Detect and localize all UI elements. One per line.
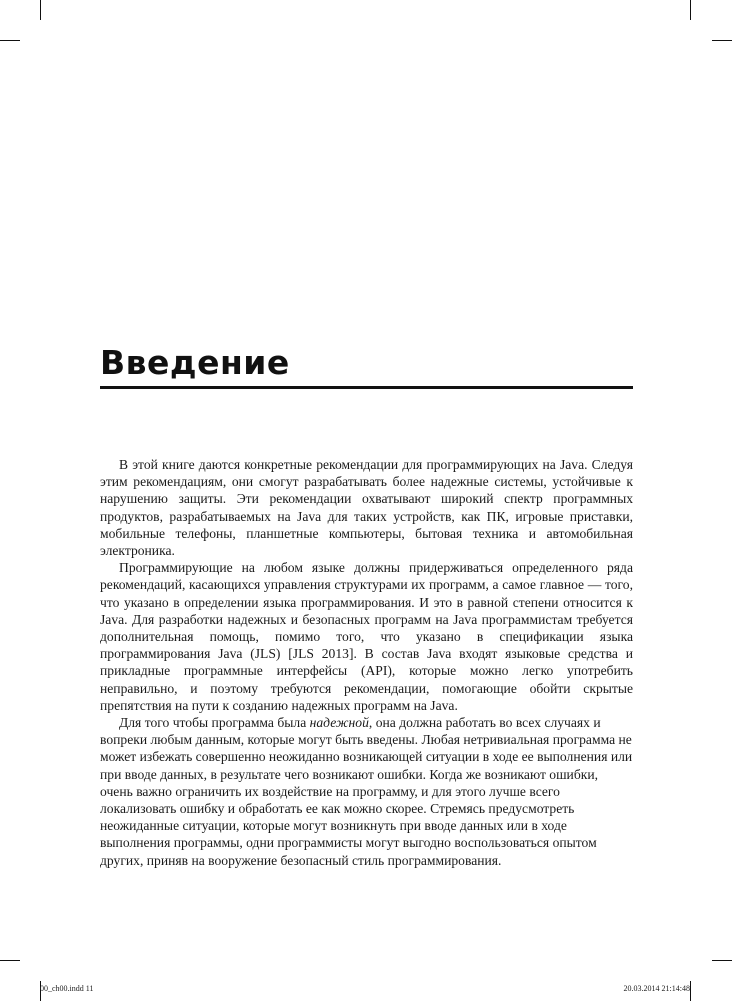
crop-mark-left-top	[0, 40, 20, 41]
crop-mark-bottom-right	[690, 981, 691, 1001]
footer-file-slug: 00_ch00.indd 11	[40, 984, 94, 993]
paragraph-3-start: Для того чтобы программа была	[119, 715, 310, 731]
paragraph-3-rest: , она должна работать во всех случаях и вопреки любым данным, которые могут быть введены. Любая нетривиальная программа не может избежать совершенно неожиданно возникающей ситуации в ходе ее выполнения или при вводе данных, в результате чего возникают ошибки. Когда же возникают ошибки, очень важно ограничить их воздействие на программу, и для этого лучше всего локализовать ошибку и обработать ее как можно скорее. Стремясь предусмотреть неожиданные ситуации, которые могут возникнуть при вводе данных или в ходе выполнения программы, одни программисты могут выгодно воспользоваться опытом других, приняв на вооружение безопасный стиль программирования.	[100, 715, 633, 868]
body-text	[100, 456, 633, 869]
paragraph-3	[100, 714, 633, 869]
footer-timestamp: 20.03.2014 21:14:48	[623, 984, 690, 993]
crop-mark-right-top	[712, 40, 732, 41]
crop-mark-top-left	[40, 0, 41, 20]
crop-mark-left-bottom	[0, 960, 20, 961]
paragraph-2: Программирующие на любом языке должны придерживаться определенного ряда рекомендаций, касающихся управления структурами их программ, а самое главное — того, что указано в определении языка программирования. И это в равной степени относится к Java. Для разработки надежных и безопасных программ на Java программистам требуется дополнительная помощь, помимо того, что указано в спецификации языка программирования Java (JLS) [JLS 2013]. В состав Java входят языковые средства и прикладные программные интерфейсы (API), которые можно легко употребить неправильно, и поэтому требуются рекомендации, помогающие обойти скрытые препятствия на пути к созданию надежных программ на Java.	[100, 560, 633, 713]
emphasis-word: надежной	[309, 715, 369, 731]
chapter-title: Введение	[100, 343, 290, 382]
crop-mark-top-right	[690, 0, 691, 20]
title-rule	[100, 386, 633, 389]
crop-mark-right-bottom	[712, 960, 732, 961]
paragraph-1: В этой книге даются конкретные рекомендации для программирующих на Java. Следуя этим рекомендациям, они смогут разрабатывать более надежные системы, устойчивые к нарушению защиты. Эти рекомендации охватывают широкий спектр программных продуктов, разрабатываемых на Java для таких устройств, как ПК, игровые приставки, мобильные телефоны, планшетные компьютеры, бытовая техника и автомобильная электроника.	[100, 457, 633, 559]
